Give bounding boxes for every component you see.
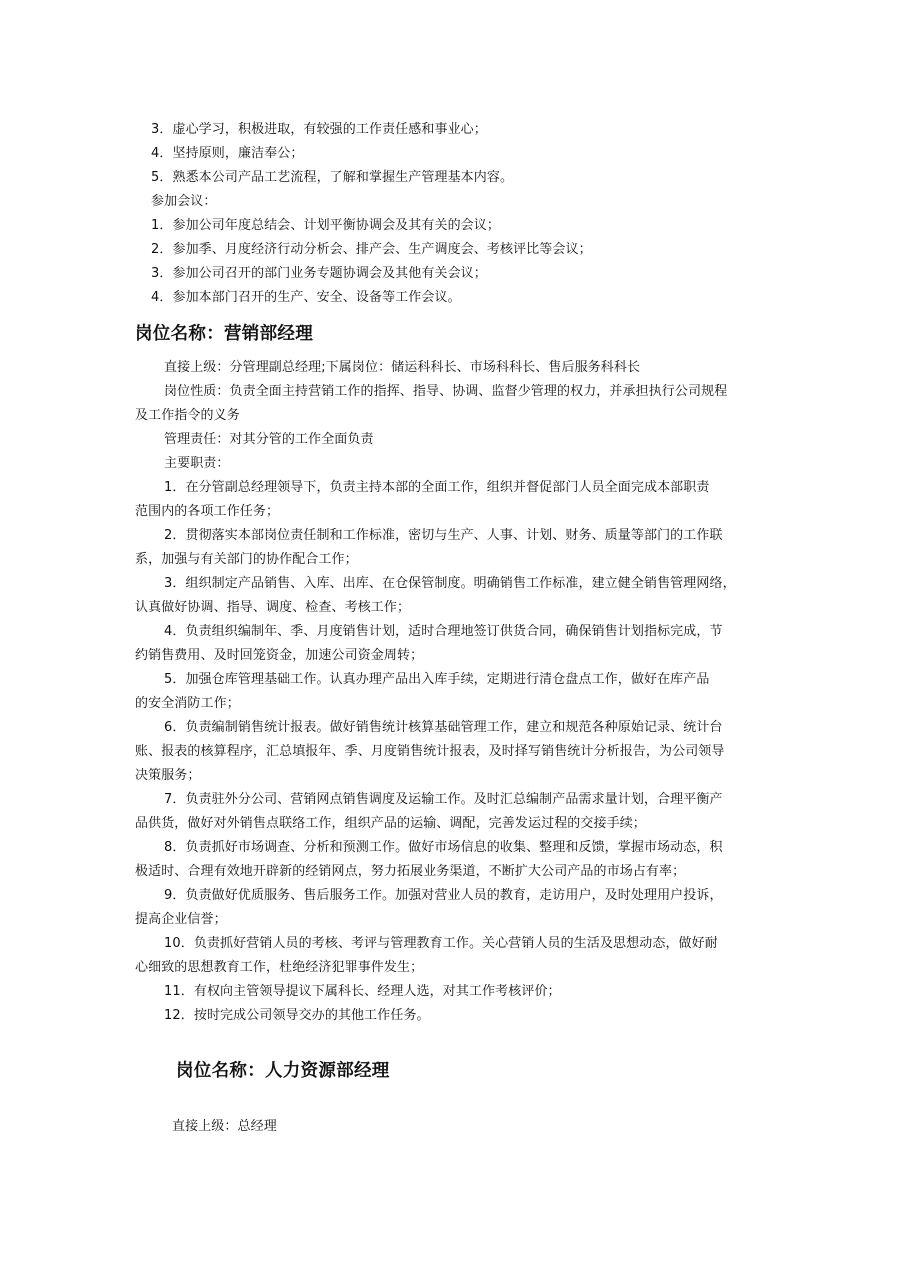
duty-line: 范围内的各项工作任务； — [135, 504, 280, 519]
duty-line: 账、报表的核算程序，汇总填报年、季、月度销售统计报表，及时择写销售统计分析报告，为公司领导 — [135, 744, 725, 759]
meeting-item-2: 2．参加季、月度经济行动分析会、排产会、生产调度会、考核评比等会议； — [151, 242, 592, 257]
sales-nature-line-2: 及工作指令的义务 — [135, 408, 240, 423]
duty-line: 11．有权向主管领导提议下属科长、经理人选，对其工作考核评价； — [164, 984, 561, 999]
duty-line: 心细致的思想教育工作，杜绝经济犯罪事件发生； — [135, 960, 424, 975]
duty-line: 4．负责组织编制年、季、月度销售计划，适时合理地签订供货合同，确保销售计划指标完成，节 — [164, 624, 723, 639]
duty-line: 系，加强与有关部门的协作配合工作； — [135, 552, 358, 567]
duty-line: 6．负责编制销售统计报表。做好销售统计核算基础管理工作，建立和规范各种原始记录、统计台 — [164, 720, 723, 735]
sales-manager-title: 岗位名称：营销部经理 — [135, 324, 313, 344]
duty-line: 2．贯彻落实本部岗位责任制和工作标准，密切与生产、人事、计划、财务、质量等部门的工作联 — [164, 528, 723, 543]
sales-responsibility: 管理责任：对其分管的工作全面负责 — [164, 432, 374, 447]
duty-line: 认真做好协调、指导、调度、检查、考核工作； — [135, 600, 411, 615]
duty-line: 5．加强仓库管理基础工作。认真办理产品出入库手续，定期进行清仓盘点工作，做好在库产品 — [164, 672, 710, 687]
duty-line: 的安全消防工作； — [135, 696, 240, 711]
duty-line: 10．负责抓好营销人员的考核、考评与管理教育工作。关心营销人员的生活及思想动态，做好耐 — [164, 936, 718, 951]
duty-line: 提高企业信誉； — [135, 912, 227, 927]
duty-line: 约销售费用、及时回笼资金，加速公司资金周转； — [135, 648, 424, 663]
intro-item-4: 4．坚持原则，廉洁奉公； — [151, 146, 304, 161]
intro-item-3: 3．虚心学习，积极进取，有较强的工作责任感和事业心； — [151, 122, 487, 137]
meeting-item-4: 4．参加本部门召开的生产、安全、设备等工作会议。 — [151, 290, 461, 305]
sales-nature-line-1: 岗位性质：负责全面主持营销工作的指挥、指导、协调、监督少管理的权力，并承担执行公司规程 — [164, 384, 728, 399]
duty-line: 9．负责做好优质服务、售后服务工作。加强对营业人员的教育，走访用户，及时处理用户投诉， — [164, 888, 723, 903]
duty-line: 7．负责驻外分公司、营销网点销售调度及运输工作。及时汇总编制产品需求量计划，合理平衡产 — [164, 792, 723, 807]
duty-line: 12．按时完成公司领导交办的其他工作任务。 — [164, 1008, 430, 1023]
intro-item-5: 5．熟悉本公司产品工艺流程，了解和掌握生产管理基本内容。 — [151, 170, 514, 185]
duty-line: 8．负责抓好市场调查、分析和预测工作。做好市场信息的收集、整理和反馈，掌握市场动态，积 — [164, 840, 723, 855]
duty-line: 决策服务； — [135, 768, 201, 783]
meetings-label: 参加会议： — [151, 194, 217, 209]
duty-line: 品供货，做好对外销售点联络工作，组织产品的运输、调配，完善发运过程的交接手续； — [135, 816, 646, 831]
duty-line: 极适时、合理有效地开辟新的经销网点，努力拓展业务渠道，不断扩大公司产品的市场占有率； — [135, 864, 686, 879]
hr-manager-title: 岗位名称：人力资源部经理 — [176, 1061, 390, 1081]
meeting-item-3: 3．参加公司召开的部门业务专题协调会及其他有关会议； — [151, 266, 487, 281]
duty-line: 1．在分管副总经理领导下，负责主持本部的全面工作，组织并督促部门人员全面完成本部职责 — [164, 480, 710, 495]
duty-line: 3．组织制定产品销售、入库、出库、在仓保管制度。明确销售工作标准，建立健全销售管理网络， — [164, 576, 736, 591]
hr-superior: 直接上级：总经理 — [172, 1119, 277, 1134]
sales-superior: 直接上级：分管理副总经理;下属岗位：储运科科长、市场科科长、售后服务科科长 — [164, 360, 641, 375]
sales-duties-label: 主要职责： — [164, 456, 230, 471]
meeting-item-1: 1．参加公司年度总结会、计划平衡协调会及其有关的会议； — [151, 218, 500, 233]
